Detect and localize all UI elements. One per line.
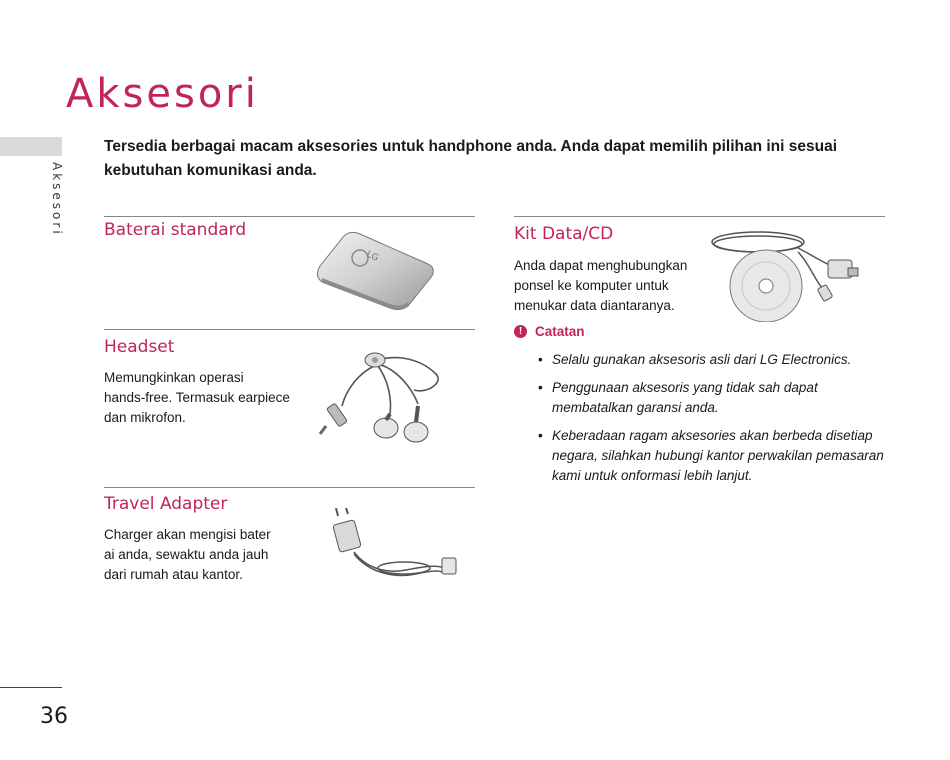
travel-adapter-illustration [326,508,464,586]
section-rule [514,216,885,217]
svg-text:LG: LG [364,249,380,264]
data-cable-cd-illustration [710,222,872,322]
side-section-label: Aksesori [50,162,64,237]
headset-title: Headset [104,337,175,357]
headset-illustration [318,344,448,448]
note-item: • Penggunaan aksesoris yang tidak sah dapat membatalkan garansi anda. [538,378,890,418]
intro-paragraph: Tersedia berbagai macam aksesories untuk handphone anda. Anda dapat memilih pilihan ini sesuai kebutuhan komunikasi anda. [104,138,838,179]
battery-title: Baterai standard [104,220,247,240]
page-title: Aksesori [66,70,259,117]
note-item: • Keberadaan ragam aksesories akan berbeda disetiap negara, silahkan hubungi kantor perwakilan pemasaran kami untuk onformasi lebih lanjut. [538,426,890,486]
adapter-description: Charger akan mengisi bater ai anda, sewaktu anda jauh dari rumah atau kantor. [104,527,271,582]
note-list [538,350,890,494]
section-rule [104,216,475,217]
page-number: 36 [40,704,68,729]
warning-icon: ! [514,325,527,338]
datakit-title: Kit Data/CD [514,224,614,244]
headset-description: Memungkinkan operasi hands-free. Termasuk earpiece dan mikrofon. [104,370,290,425]
note-title: Catatan [535,324,585,339]
adapter-title: Travel Adapter [104,494,228,514]
battery-illustration [312,226,438,312]
note-heading [514,324,585,339]
section-rule [104,487,475,488]
section-rule [104,329,475,330]
datakit-description: Anda dapat menghubungkan ponsel ke komputer untuk menukar data diantaranya. [514,258,688,313]
note-item: • Selalu gunakan aksesoris asli dari LG Electronics. [538,350,890,370]
side-tab-marker [0,137,62,156]
footer-rule [0,687,62,688]
